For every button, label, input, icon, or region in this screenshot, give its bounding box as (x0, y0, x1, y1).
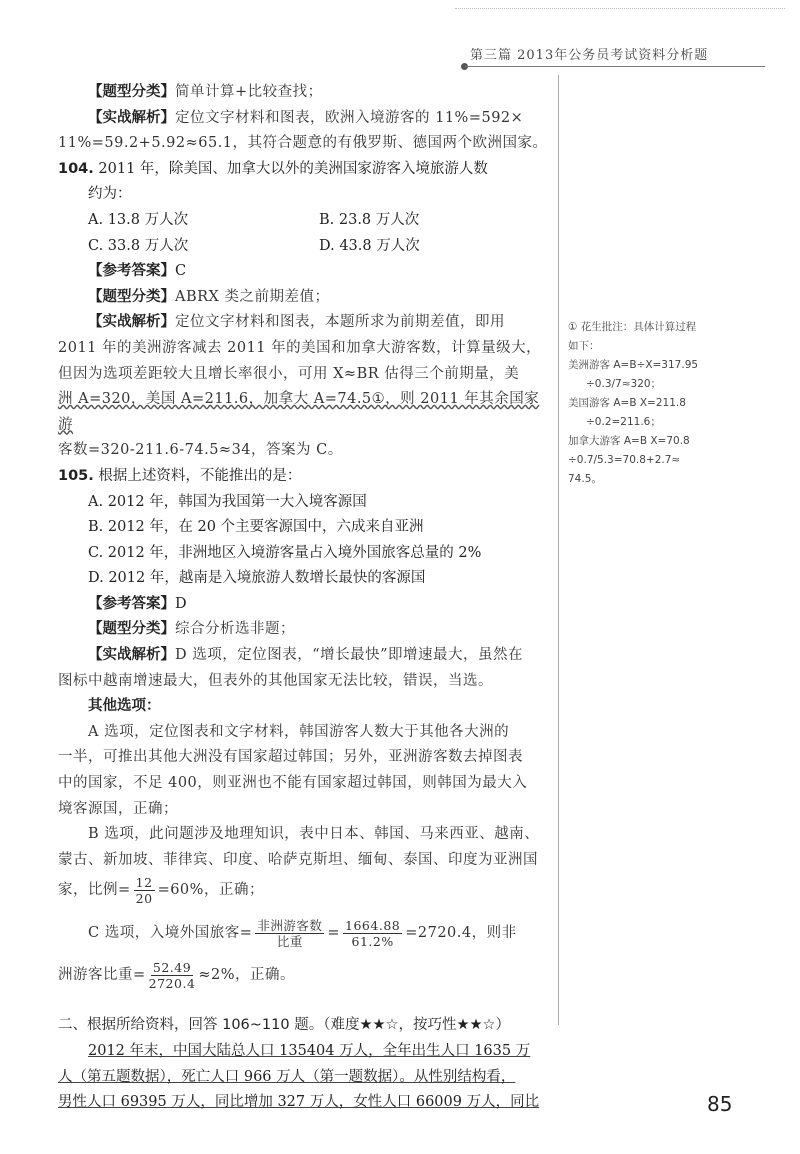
fraction: $\frac{1664.88}{61.2\%}$ (345, 917, 401, 949)
note-line: 美洲游客 A=B÷X=317.95 (568, 359, 699, 371)
q104-answer: 【参考答案】C (88, 263, 187, 280)
note-line: 加拿大游客 A=B X=70.8 (568, 435, 690, 447)
note-line: 74.5。 (568, 473, 602, 485)
note-line: ÷0.2=211.6； (586, 416, 661, 428)
note-line: ① 花生批注：具体计算过程 (568, 321, 697, 333)
q104-stem: 104. 2011 年，除美国、加拿大以外的美洲国家游客入境旅游人数 (58, 160, 488, 177)
q105-option-a: A. 2012 年，韩国为我国第一大入境客源国 (88, 493, 367, 510)
q105-a-4: 境客源国，正确； (58, 800, 178, 817)
q103-analysis: 【实战解析】定位文字材料和图表，欧洲入境游客的 11%=592× (88, 109, 524, 126)
q104-analysis-4: 洲 A=320，美国 A=211.6，加拿大 A=74.5①，则 2011 年其余国家游 (58, 391, 540, 433)
q105-b-3: 家，比例= $\frac{12}{20}$ =60%，正确； (58, 874, 264, 906)
q105-other-title: 其他选项： (88, 698, 161, 715)
section-2-line-1: 2012 年末，中国大陆总人口 135404 万人，全年出生人口 1635 万 (88, 1043, 531, 1059)
margin-note (568, 318, 746, 489)
running-header: 第三篇 2013年公务员考试资料分析题 (470, 48, 709, 63)
note-line: 如下： (568, 340, 600, 352)
q103-type: 【题型分类】简单计算+比较查找； (88, 84, 323, 100)
q105-type: 【题型分类】综合分析选非题； (88, 621, 295, 638)
note-line: 美国游客 A=B X=211.8 (568, 397, 686, 409)
q105-option-d: D. 2012 年，越南是入境旅游人数增长最快的客源国 (88, 570, 426, 587)
q105-stem: 105. 根据上述资料，不能推出的是： (58, 467, 302, 484)
q105-a-2: 一半，可推出其他大洲没有国家超过韩国；另外，亚洲游客数去掉图表 (58, 749, 523, 766)
margin-divider (558, 75, 559, 1025)
q105-b-2: 蒙古、新加坡、菲律宾、印度、哈萨克斯坦、缅甸、泰国、印度为亚洲国 (58, 851, 538, 868)
q104-analysis-5: 客数=320-211.6-74.5≈34，答案为 C。 (58, 442, 343, 459)
q104-analysis-2: 2011 年的美洲游客减去 2011 年的美国和加拿大游客数，计算量级大， (58, 339, 542, 356)
header-rule (465, 66, 765, 67)
q104-option-c: C. 33.8 万人次 (88, 237, 189, 254)
q104-analysis: 【实战解析】定位文字材料和图表，本题所求为前期差值，即用 (88, 314, 505, 331)
header-top-rule (455, 8, 785, 10)
section-2-line-3: 男性人口 69395 万人，同比增加 327 万人，女性人口 66009 万人，同比 (58, 1094, 540, 1111)
note-line: ÷0.3/7≈320； (586, 378, 662, 390)
q104-option-d: D. 43.8 万人次 (319, 237, 420, 254)
q105-a-1: A 选项，定位图表和文字材料，韩国游客人数大于其他各大洲的 (88, 723, 510, 740)
fraction: $\frac{52.49}{2720.4}$ (148, 959, 196, 991)
q104-option-a: A. 13.8 万人次 (88, 211, 189, 228)
q105-analysis: 【实战解析】D 选项，定位图表，“增长最快”即增速最大，虽然在 (88, 647, 524, 664)
q104-options (58, 208, 550, 259)
q104-type: 【题型分类】ABRX 类之前期差值； (88, 288, 330, 305)
section-2-line-2: 人（第五题数据），死亡人口 966 万人（第一题数据）。从性别结构看， (58, 1068, 516, 1085)
q105-option-c: C. 2012 年，非洲地区入境游客量占入境外国旅客总量的 2% (88, 544, 482, 561)
page-number: 85 (707, 1092, 733, 1116)
q105-c-2: 洲游客比重= $\frac{52.49}{2720.4}$ ≈2%，正确。 (58, 959, 296, 991)
q105-option-b: B. 2012 年，在 20 个主要客源国中，六成来自亚洲 (88, 519, 424, 536)
q104-option-b: B. 23.8 万人次 (319, 211, 420, 228)
q105-c-1: C 选项，入境外国旅客= $\frac{\text{非洲游客数}}{\text{比重}}$ = $\frac{1664.88}{61.2\%}$ =2720.4，则非 (88, 917, 517, 949)
q105-analysis-2: 图标中越南增速最大，但表外的其他国家无法比较，错误，当选。 (58, 672, 493, 689)
section-2-title: 二、根据所给资料，回答 106~110 题。（难度★★☆，按巧性★★☆） (58, 1017, 510, 1034)
q105-a-3: 中的国家，不足 400，则亚洲也不能有国家超过韩国，则韩国为最大入 (58, 775, 528, 792)
note-line: ÷0.7/5.3=70.8+2.7≈ (568, 454, 681, 466)
q103-analysis-cont: 11%=59.2+5.92≈65.1，其符合题意的有俄罗斯、德国两个欧洲国家。 (58, 135, 548, 152)
q104-analysis-3: 但因为选项差距较大且增长率很小，可用 X≈BR 估得三个前期量，美 (58, 365, 520, 382)
q105-b-1: B 选项，此问题涉及地理知识，表中日本、韩国、马来西亚、越南、 (88, 826, 540, 843)
main-text (58, 80, 550, 1116)
fraction: $\frac{12}{20}$ (135, 874, 153, 906)
q105-answer: 【参考答案】D (88, 595, 187, 612)
fraction: $\frac{\text{非洲游客数}}{\text{比重}}$ (257, 917, 323, 949)
q104-stem-cont: 约为： (88, 186, 132, 203)
